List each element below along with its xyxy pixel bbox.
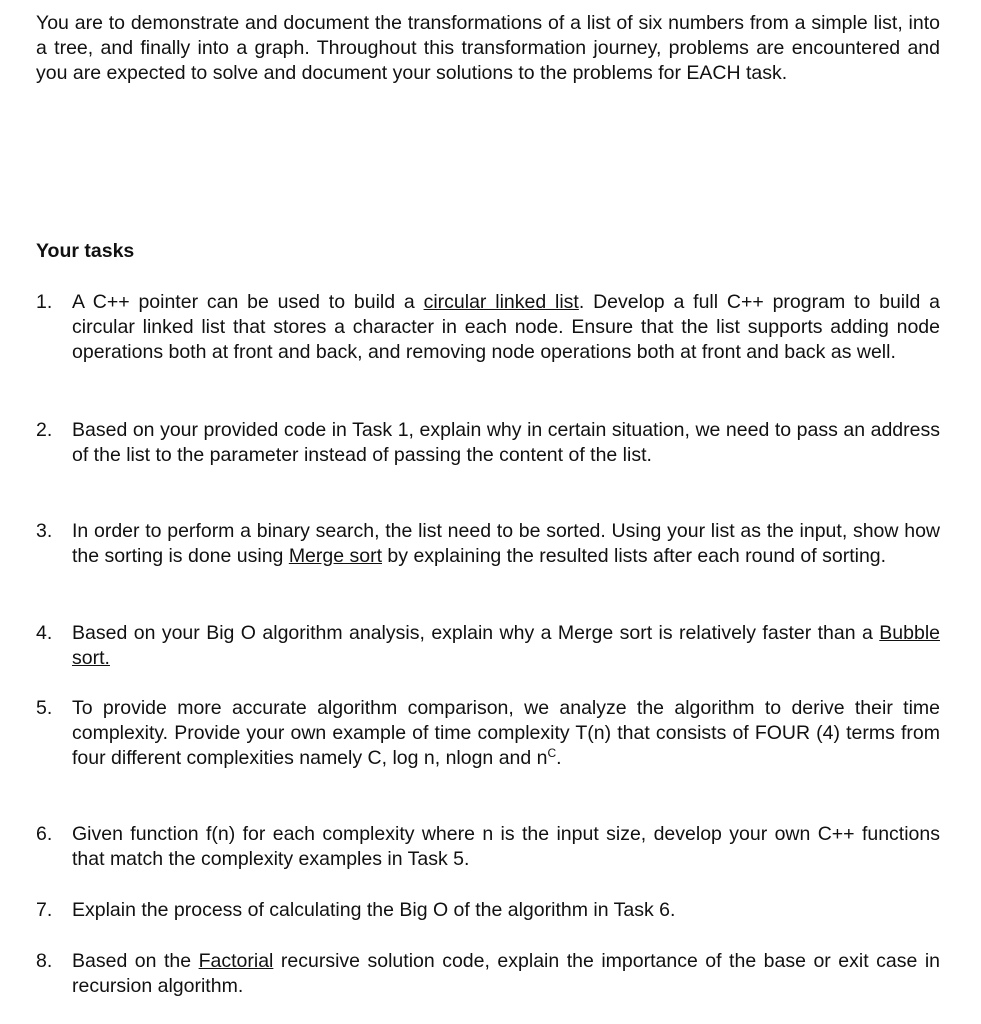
intro-paragraph: You are to demonstrate and document the transformations of a list of six numbers from a simple list, into a tree, and finally into a graph. Throughout this transformation journey, problems are encountered and you are expected to solve and document your solutions to the problems for EACH task. [36, 12, 940, 84]
task-7 [36, 898, 940, 923]
task-3 [36, 519, 940, 569]
exponent-c: C [547, 746, 557, 760]
task-number: 5. [36, 697, 53, 719]
task-number: 8. [36, 950, 53, 972]
task-2 [36, 418, 940, 468]
task-6 [36, 822, 940, 872]
task-text: Based on your provided code in Task 1, explain why in certain situation, we need to pass an address of the list to the parameter instead of passing the content of the list. [72, 419, 940, 466]
task-number: 4. [36, 622, 53, 644]
task-number: 1. [36, 291, 53, 313]
task-number: 6. [36, 823, 53, 845]
task-text: In order to perform a binary search, the list need to be sorted. Using your list as the input, show how the sorting is done using Merge sort by explaining the resulted lists after each round of sorting. [72, 520, 940, 567]
task-4 [36, 621, 940, 671]
task-8 [36, 949, 940, 999]
task-text: Based on your Big O algorithm analysis, explain why a Merge sort is relatively faster than a Bubble sort. [72, 622, 940, 669]
task-text: Explain the process of calculating the Big O of the algorithm in Task 6. [72, 899, 676, 921]
circular-linked-list-link: circular linked list [423, 291, 579, 313]
task-1 [36, 290, 940, 365]
bubble-sort-link: Bubble sort. [72, 622, 940, 669]
task-text: To provide more accurate algorithm comparison, we analyze the algorithm to derive their time complexity. Provide your own example of time complexity T(n) that consists of FOUR (4) terms from four different complexities namely C, log n, nlogn and $n^C$. [72, 697, 940, 769]
tasks-heading: Your tasks [36, 240, 135, 262]
task-text: A C++ pointer can be used to build a circular linked list. Develop a full C++ program to build a circular linked list that stores a character in each node. Ensure that the list supports adding node operations both at front and back, and removing node operations both at front and back as well. [72, 291, 940, 363]
task-number: 7. [36, 899, 53, 921]
task-5 [36, 696, 940, 771]
task-number: 2. [36, 419, 53, 441]
merge-sort-link: Merge sort [288, 545, 383, 567]
task-text: Based on the Factorial recursive solution code, explain the importance of the base or exit case in recursion algorithm. [72, 950, 941, 997]
task-text: Given function f(n) for each complexity where n is the input size, develop your own C++ functions that match the complexity examples in Task 5. [72, 823, 940, 870]
task-number: 3. [36, 520, 53, 542]
factorial-link: Factorial [198, 950, 274, 972]
